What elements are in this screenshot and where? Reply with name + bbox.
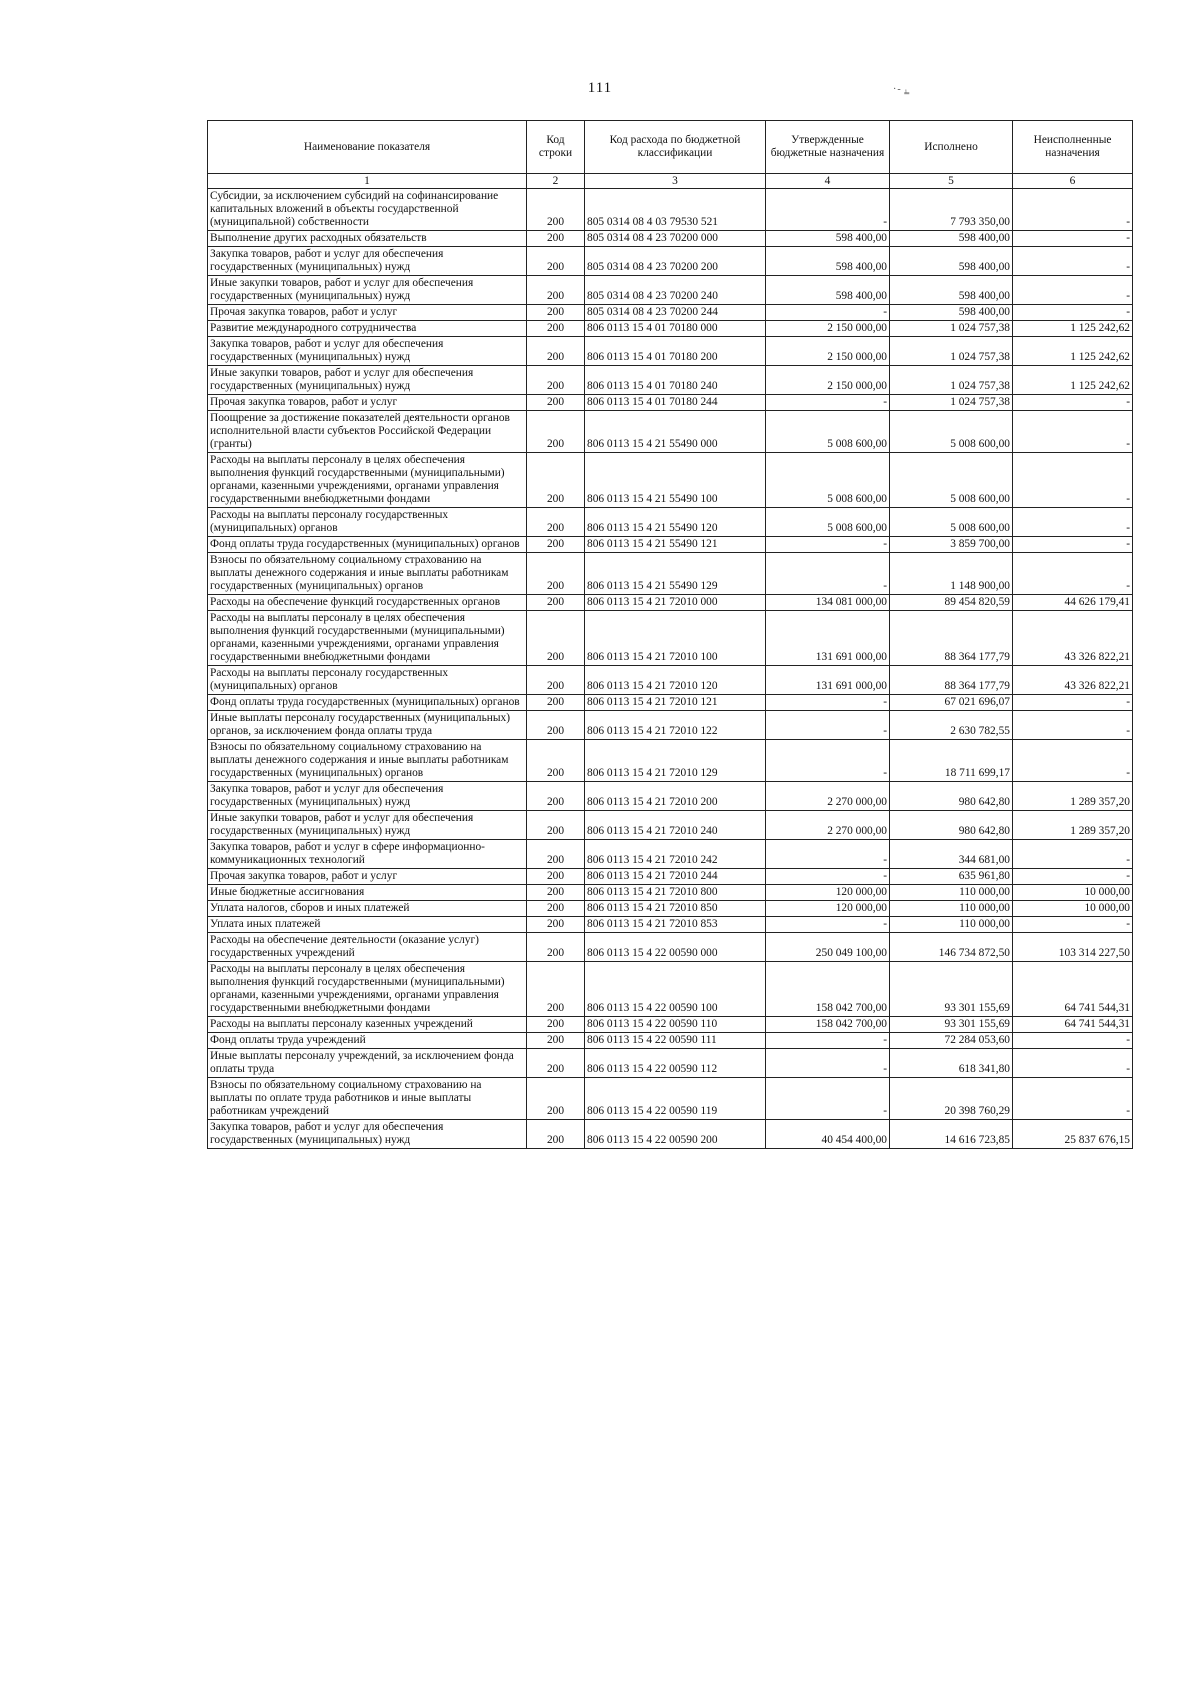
- row-line-code: 200: [527, 595, 585, 611]
- row-executed-value: 635 961,80: [890, 869, 1013, 885]
- row-line-code: 200: [527, 321, 585, 337]
- row-indicator-name: Закупка товаров, работ и услуг для обеспечения государственных (муниципальных) нужд: [208, 337, 527, 366]
- row-unexecuted-value: -: [1013, 711, 1133, 740]
- row-indicator-name: Прочая закупка товаров, работ и услуг: [208, 869, 527, 885]
- row-line-code: 200: [527, 840, 585, 869]
- row-unexecuted-value: 10 000,00: [1013, 885, 1133, 901]
- row-budget-code: 806 0113 15 4 22 00590 110: [585, 1017, 766, 1033]
- row-indicator-name: Расходы на выплаты персоналу в целях обеспечения выполнения функций государственными (муниципальными) органами, казенными учреждениями, органами управления государственными внебюджетными фондами: [208, 453, 527, 508]
- row-indicator-name: Расходы на выплаты персоналу казенных учреждений: [208, 1017, 527, 1033]
- row-unexecuted-value: -: [1013, 411, 1133, 453]
- row-executed-value: 2 630 782,55: [890, 711, 1013, 740]
- row-approved-value: 131 691 000,00: [766, 611, 890, 666]
- row-executed-value: 1 024 757,38: [890, 321, 1013, 337]
- row-indicator-name: Расходы на выплаты персоналу государственных (муниципальных) органов: [208, 666, 527, 695]
- table-row: [208, 885, 1133, 901]
- row-unexecuted-value: -: [1013, 276, 1133, 305]
- row-budget-code: 806 0113 15 4 21 55490 000: [585, 411, 766, 453]
- row-line-code: 200: [527, 508, 585, 537]
- row-approved-value: 40 454 400,00: [766, 1120, 890, 1149]
- row-executed-value: 88 364 177,79: [890, 666, 1013, 695]
- row-indicator-name: Фонд оплаты труда государственных (муниципальных) органов: [208, 695, 527, 711]
- row-budget-code: 806 0113 15 4 22 00590 112: [585, 1049, 766, 1078]
- row-line-code: 200: [527, 453, 585, 508]
- row-budget-code: 806 0113 15 4 21 72010 121: [585, 695, 766, 711]
- row-line-code: 200: [527, 247, 585, 276]
- row-line-code: 200: [527, 611, 585, 666]
- row-approved-value: 158 042 700,00: [766, 962, 890, 1017]
- row-unexecuted-value: 1 289 357,20: [1013, 811, 1133, 840]
- page-number: 111: [587, 80, 613, 96]
- row-indicator-name: Развитие международного сотрудничества: [208, 321, 527, 337]
- row-budget-code: 806 0113 15 4 21 72010 100: [585, 611, 766, 666]
- row-unexecuted-value: -: [1013, 869, 1133, 885]
- row-unexecuted-value: -: [1013, 553, 1133, 595]
- row-approved-value: 2 150 000,00: [766, 321, 890, 337]
- row-unexecuted-value: -: [1013, 247, 1133, 276]
- row-approved-value: 598 400,00: [766, 247, 890, 276]
- row-unexecuted-value: -: [1013, 917, 1133, 933]
- row-line-code: 200: [527, 869, 585, 885]
- row-budget-code: 806 0113 15 4 21 72010 200: [585, 782, 766, 811]
- row-indicator-name: Расходы на выплаты персоналу в целях обеспечения выполнения функций государственными (муниципальными) органами, казенными учреждениями, органами управления государственными внебюджетными фондами: [208, 611, 527, 666]
- row-line-code: 200: [527, 231, 585, 247]
- column-number: 2: [527, 174, 585, 189]
- table-row: [208, 811, 1133, 840]
- row-line-code: 200: [527, 901, 585, 917]
- row-executed-value: 598 400,00: [890, 305, 1013, 321]
- row-approved-value: 2 270 000,00: [766, 782, 890, 811]
- row-unexecuted-value: 103 314 227,50: [1013, 933, 1133, 962]
- row-unexecuted-value: 43 326 822,21: [1013, 611, 1133, 666]
- row-indicator-name: Выполнение других расходных обязательств: [208, 231, 527, 247]
- table-row: [208, 305, 1133, 321]
- row-executed-value: 14 616 723,85: [890, 1120, 1013, 1149]
- row-line-code: 200: [527, 666, 585, 695]
- row-approved-value: 2 150 000,00: [766, 366, 890, 395]
- row-executed-value: 67 021 696,07: [890, 695, 1013, 711]
- header-budget-code: Код расхода по бюджетной классификации: [585, 121, 766, 174]
- row-budget-code: 806 0113 15 4 21 72010 242: [585, 840, 766, 869]
- row-unexecuted-value: -: [1013, 740, 1133, 782]
- table-row: [208, 611, 1133, 666]
- row-budget-code: 806 0113 15 4 21 55490 100: [585, 453, 766, 508]
- row-indicator-name: Прочая закупка товаров, работ и услуг: [208, 305, 527, 321]
- row-line-code: 200: [527, 537, 585, 553]
- table-row: [208, 917, 1133, 933]
- row-line-code: 200: [527, 917, 585, 933]
- row-unexecuted-value: 1 125 242,62: [1013, 337, 1133, 366]
- table-row: [208, 395, 1133, 411]
- row-executed-value: 1 148 900,00: [890, 553, 1013, 595]
- row-budget-code: 806 0113 15 4 21 55490 120: [585, 508, 766, 537]
- table-row: [208, 321, 1133, 337]
- row-executed-value: 598 400,00: [890, 276, 1013, 305]
- row-unexecuted-value: -: [1013, 537, 1133, 553]
- row-unexecuted-value: 64 741 544,31: [1013, 1017, 1133, 1033]
- row-executed-value: 146 734 872,50: [890, 933, 1013, 962]
- row-unexecuted-value: -: [1013, 1033, 1133, 1049]
- row-approved-value: -: [766, 740, 890, 782]
- row-budget-code: 806 0113 15 4 22 00590 200: [585, 1120, 766, 1149]
- row-executed-value: 7 793 350,00: [890, 189, 1013, 231]
- column-number: 1: [208, 174, 527, 189]
- row-budget-code: 805 0314 08 4 23 70200 200: [585, 247, 766, 276]
- table-body: [208, 189, 1133, 1149]
- row-budget-code: 806 0113 15 4 01 70180 000: [585, 321, 766, 337]
- row-budget-code: 806 0113 15 4 01 70180 244: [585, 395, 766, 411]
- table-row: [208, 782, 1133, 811]
- row-budget-code: 806 0113 15 4 01 70180 200: [585, 337, 766, 366]
- row-approved-value: 598 400,00: [766, 276, 890, 305]
- row-line-code: 200: [527, 411, 585, 453]
- row-budget-code: 806 0113 15 4 21 72010 122: [585, 711, 766, 740]
- header-approved: Утвержденные бюджетные назначения: [766, 121, 890, 174]
- table-row: [208, 1049, 1133, 1078]
- row-approved-value: 2 150 000,00: [766, 337, 890, 366]
- row-line-code: 200: [527, 1017, 585, 1033]
- row-unexecuted-value: -: [1013, 1078, 1133, 1120]
- row-line-code: 200: [527, 1049, 585, 1078]
- row-approved-value: -: [766, 695, 890, 711]
- row-executed-value: 88 364 177,79: [890, 611, 1013, 666]
- row-executed-value: 598 400,00: [890, 231, 1013, 247]
- row-budget-code: 806 0113 15 4 21 72010 000: [585, 595, 766, 611]
- budget-execution-table: [207, 120, 1133, 1149]
- row-indicator-name: Расходы на выплаты персоналу в целях обеспечения выполнения функций государственными (муниципальными) органами, казенными учреждениями, органами управления государственными внебюджетными фондами: [208, 962, 527, 1017]
- row-unexecuted-value: 1 125 242,62: [1013, 366, 1133, 395]
- scan-mark: ·‑ ᵢ̳: [893, 84, 908, 95]
- row-budget-code: 805 0314 08 4 03 79530 521: [585, 189, 766, 231]
- row-budget-code: 806 0113 15 4 21 55490 129: [585, 553, 766, 595]
- row-approved-value: 5 008 600,00: [766, 508, 890, 537]
- table-row: [208, 1033, 1133, 1049]
- row-line-code: 200: [527, 885, 585, 901]
- table-row: [208, 508, 1133, 537]
- row-indicator-name: Расходы на обеспечение деятельности (оказание услуг) государственных учреждений: [208, 933, 527, 962]
- row-budget-code: 806 0113 15 4 01 70180 240: [585, 366, 766, 395]
- row-executed-value: 110 000,00: [890, 885, 1013, 901]
- row-budget-code: 806 0113 15 4 22 00590 119: [585, 1078, 766, 1120]
- row-approved-value: -: [766, 917, 890, 933]
- row-executed-value: 5 008 600,00: [890, 453, 1013, 508]
- row-indicator-name: Взносы по обязательному социальному страхованию на выплаты денежного содержания и иные выплаты работникам государственных (муниципальных) органов: [208, 740, 527, 782]
- row-line-code: 200: [527, 189, 585, 231]
- row-approved-value: -: [766, 1078, 890, 1120]
- row-executed-value: 110 000,00: [890, 917, 1013, 933]
- row-indicator-name: Иные закупки товаров, работ и услуг для обеспечения государственных (муниципальных) нужд: [208, 811, 527, 840]
- table-row: [208, 247, 1133, 276]
- row-indicator-name: Иные закупки товаров, работ и услуг для обеспечения государственных (муниципальных) нужд: [208, 276, 527, 305]
- table-row: [208, 840, 1133, 869]
- row-unexecuted-value: -: [1013, 189, 1133, 231]
- row-approved-value: -: [766, 553, 890, 595]
- row-line-code: 200: [527, 395, 585, 411]
- row-approved-value: -: [766, 1049, 890, 1078]
- row-line-code: 200: [527, 1120, 585, 1149]
- row-approved-value: -: [766, 189, 890, 231]
- row-executed-value: 20 398 760,29: [890, 1078, 1013, 1120]
- row-line-code: 200: [527, 1078, 585, 1120]
- row-executed-value: 18 711 699,17: [890, 740, 1013, 782]
- row-indicator-name: Расходы на обеспечение функций государственных органов: [208, 595, 527, 611]
- row-budget-code: 806 0113 15 4 21 72010 800: [585, 885, 766, 901]
- row-line-code: 200: [527, 782, 585, 811]
- row-executed-value: 598 400,00: [890, 247, 1013, 276]
- row-line-code: 200: [527, 711, 585, 740]
- row-indicator-name: Иные закупки товаров, работ и услуг для обеспечения государственных (муниципальных) нужд: [208, 366, 527, 395]
- header-indicator-name: Наименование показателя: [208, 121, 527, 174]
- row-unexecuted-value: -: [1013, 395, 1133, 411]
- row-executed-value: 1 024 757,38: [890, 395, 1013, 411]
- row-indicator-name: Взносы по обязательному социальному страхованию на выплаты денежного содержания и иные выплаты работникам государственных (муниципальных) органов: [208, 553, 527, 595]
- row-approved-value: -: [766, 395, 890, 411]
- row-executed-value: 344 681,00: [890, 840, 1013, 869]
- row-unexecuted-value: -: [1013, 231, 1133, 247]
- row-budget-code: 805 0314 08 4 23 70200 240: [585, 276, 766, 305]
- table-row: [208, 740, 1133, 782]
- row-budget-code: 806 0113 15 4 21 72010 120: [585, 666, 766, 695]
- row-unexecuted-value: 44 626 179,41: [1013, 595, 1133, 611]
- row-unexecuted-value: -: [1013, 508, 1133, 537]
- row-executed-value: 980 642,80: [890, 811, 1013, 840]
- row-line-code: 200: [527, 962, 585, 1017]
- row-line-code: 200: [527, 305, 585, 321]
- row-line-code: 200: [527, 337, 585, 366]
- header-executed: Исполнено: [890, 121, 1013, 174]
- column-number-row: [208, 174, 1133, 189]
- table-row: [208, 276, 1133, 305]
- row-indicator-name: Закупка товаров, работ и услуг для обеспечения государственных (муниципальных) нужд: [208, 782, 527, 811]
- row-line-code: 200: [527, 811, 585, 840]
- row-approved-value: -: [766, 869, 890, 885]
- column-number: 3: [585, 174, 766, 189]
- row-approved-value: 250 049 100,00: [766, 933, 890, 962]
- table-row: [208, 695, 1133, 711]
- row-indicator-name: Закупка товаров, работ и услуг для обеспечения государственных (муниципальных) нужд: [208, 247, 527, 276]
- row-unexecuted-value: -: [1013, 305, 1133, 321]
- table-row: [208, 962, 1133, 1017]
- row-unexecuted-value: -: [1013, 695, 1133, 711]
- row-indicator-name: Расходы на выплаты персоналу государственных (муниципальных) органов: [208, 508, 527, 537]
- row-budget-code: 806 0113 15 4 21 72010 240: [585, 811, 766, 840]
- row-budget-code: 806 0113 15 4 21 72010 853: [585, 917, 766, 933]
- row-approved-value: 134 081 000,00: [766, 595, 890, 611]
- row-line-code: 200: [527, 695, 585, 711]
- row-approved-value: -: [766, 840, 890, 869]
- table-row: [208, 666, 1133, 695]
- row-line-code: 200: [527, 276, 585, 305]
- row-indicator-name: Субсидии, за исключением субсидий на софинансирование капитальных вложений в объекты государственной (муниципальной) собственности: [208, 189, 527, 231]
- row-approved-value: 120 000,00: [766, 901, 890, 917]
- table-row: [208, 337, 1133, 366]
- row-executed-value: 1 024 757,38: [890, 337, 1013, 366]
- row-budget-code: 805 0314 08 4 23 70200 000: [585, 231, 766, 247]
- row-approved-value: -: [766, 1033, 890, 1049]
- row-indicator-name: Иные выплаты персоналу учреждений, за исключением фонда оплаты труда: [208, 1049, 527, 1078]
- row-executed-value: 618 341,80: [890, 1049, 1013, 1078]
- table-row: [208, 1120, 1133, 1149]
- row-budget-code: 806 0113 15 4 21 55490 121: [585, 537, 766, 553]
- table-row: [208, 1017, 1133, 1033]
- row-budget-code: 805 0314 08 4 23 70200 244: [585, 305, 766, 321]
- table-row: [208, 189, 1133, 231]
- row-unexecuted-value: 64 741 544,31: [1013, 962, 1133, 1017]
- row-approved-value: 131 691 000,00: [766, 666, 890, 695]
- row-approved-value: 120 000,00: [766, 885, 890, 901]
- row-executed-value: 980 642,80: [890, 782, 1013, 811]
- row-approved-value: 598 400,00: [766, 231, 890, 247]
- row-approved-value: 158 042 700,00: [766, 1017, 890, 1033]
- row-indicator-name: Уплата налогов, сборов и иных платежей: [208, 901, 527, 917]
- header-unexecuted: Неисполненные назначения: [1013, 121, 1133, 174]
- row-unexecuted-value: -: [1013, 453, 1133, 508]
- row-executed-value: 110 000,00: [890, 901, 1013, 917]
- table-row: [208, 1078, 1133, 1120]
- row-indicator-name: Фонд оплаты труда государственных (муниципальных) органов: [208, 537, 527, 553]
- row-indicator-name: Закупка товаров, работ и услуг в сфере информационно-коммуникационных технологий: [208, 840, 527, 869]
- row-indicator-name: Прочая закупка товаров, работ и услуг: [208, 395, 527, 411]
- row-executed-value: 5 008 600,00: [890, 411, 1013, 453]
- row-executed-value: 3 859 700,00: [890, 537, 1013, 553]
- row-indicator-name: Закупка товаров, работ и услуг для обеспечения государственных (муниципальных) нужд: [208, 1120, 527, 1149]
- table-row: [208, 411, 1133, 453]
- row-indicator-name: Иные бюджетные ассигнования: [208, 885, 527, 901]
- table-row: [208, 231, 1133, 247]
- row-line-code: 200: [527, 740, 585, 782]
- column-number: 6: [1013, 174, 1133, 189]
- row-line-code: 200: [527, 366, 585, 395]
- row-line-code: 200: [527, 1033, 585, 1049]
- row-unexecuted-value: 43 326 822,21: [1013, 666, 1133, 695]
- row-indicator-name: Фонд оплаты труда учреждений: [208, 1033, 527, 1049]
- row-budget-code: 806 0113 15 4 22 00590 000: [585, 933, 766, 962]
- table-row: [208, 901, 1133, 917]
- column-number: 5: [890, 174, 1013, 189]
- table-row: [208, 595, 1133, 611]
- row-unexecuted-value: 10 000,00: [1013, 901, 1133, 917]
- row-line-code: 200: [527, 553, 585, 595]
- table-row: [208, 453, 1133, 508]
- row-indicator-name: Уплата иных платежей: [208, 917, 527, 933]
- row-executed-value: 89 454 820,59: [890, 595, 1013, 611]
- row-approved-value: 2 270 000,00: [766, 811, 890, 840]
- row-line-code: 200: [527, 933, 585, 962]
- row-approved-value: 5 008 600,00: [766, 453, 890, 508]
- row-executed-value: 93 301 155,69: [890, 1017, 1013, 1033]
- row-budget-code: 806 0113 15 4 22 00590 100: [585, 962, 766, 1017]
- row-budget-code: 806 0113 15 4 21 72010 129: [585, 740, 766, 782]
- table-row: [208, 869, 1133, 885]
- row-indicator-name: Взносы по обязательному социальному страхованию на выплаты по оплате труда работников и иные выплаты работникам учреждений: [208, 1078, 527, 1120]
- column-number: 4: [766, 174, 890, 189]
- table-row: [208, 933, 1133, 962]
- row-executed-value: 5 008 600,00: [890, 508, 1013, 537]
- row-unexecuted-value: -: [1013, 840, 1133, 869]
- table-row: [208, 553, 1133, 595]
- row-indicator-name: Иные выплаты персоналу государственных (муниципальных) органов, за исключением фонда оплаты труда: [208, 711, 527, 740]
- row-executed-value: 93 301 155,69: [890, 962, 1013, 1017]
- header-line-code: Код строки: [527, 121, 585, 174]
- header-row: [208, 121, 1133, 174]
- row-approved-value: -: [766, 711, 890, 740]
- row-executed-value: 1 024 757,38: [890, 366, 1013, 395]
- row-indicator-name: Поощрение за достижение показателей деятельности органов исполнительной власти субъектов Российской Федерации (гранты): [208, 411, 527, 453]
- table-row: [208, 366, 1133, 395]
- table-row: [208, 537, 1133, 553]
- row-budget-code: 806 0113 15 4 21 72010 244: [585, 869, 766, 885]
- row-budget-code: 806 0113 15 4 22 00590 111: [585, 1033, 766, 1049]
- row-executed-value: 72 284 053,60: [890, 1033, 1013, 1049]
- row-unexecuted-value: -: [1013, 1049, 1133, 1078]
- row-budget-code: 806 0113 15 4 21 72010 850: [585, 901, 766, 917]
- row-approved-value: -: [766, 537, 890, 553]
- row-unexecuted-value: 25 837 676,15: [1013, 1120, 1133, 1149]
- row-approved-value: -: [766, 305, 890, 321]
- row-unexecuted-value: 1 125 242,62: [1013, 321, 1133, 337]
- table-row: [208, 711, 1133, 740]
- row-unexecuted-value: 1 289 357,20: [1013, 782, 1133, 811]
- row-approved-value: 5 008 600,00: [766, 411, 890, 453]
